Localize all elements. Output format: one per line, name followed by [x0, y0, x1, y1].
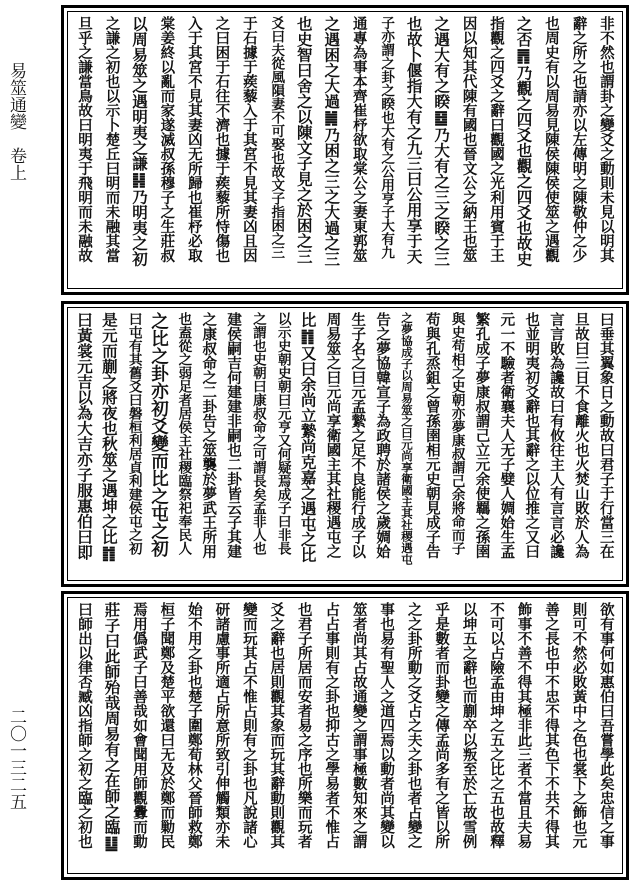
text-column: 之謂也史朝曰康叔命之可謂長矣孟非人也 [249, 312, 266, 555]
text-column: 以示史朝史朝曰元亨又何疑焉成子曰非長 [274, 312, 291, 555]
text-column: 繁孔成子夢康叔謂己立元余使羈之孫圉 [473, 312, 491, 559]
panel-columns [72, 312, 618, 576]
text-column: 變而玩其占不惟占則有之卦也凡說諸心 [240, 602, 258, 849]
text-column: 欲有事何如惠伯曰吾嘗學此矣忠信之事 [597, 602, 615, 849]
text-column: 旦故曰三日不食離火也火焚山敗於人為 [572, 312, 590, 559]
text-column: 研諸慮事所適占所意所致引伸觸類亦未 [213, 602, 231, 849]
page-number: 二〇一三二五 [6, 708, 26, 810]
text-column: 曰黃裳元吉以為大吉亦子服惠伯曰即 [75, 312, 94, 560]
text-panel-top [61, 5, 629, 295]
text-column: 指觀之四爻之辭曰觀國之光利用賓于王 [488, 16, 506, 263]
text-column: 事也易有聖人之道四焉以動者尚其變以 [378, 602, 396, 849]
text-column: 桓子聞鄭及楚平欲還曰无及於鄭而勦民 [158, 602, 176, 849]
text-column: 子亦謂之卦之睽也大有之公用亨子大有九 [378, 16, 395, 259]
text-column: 筮者尚其占故通變之謂事極數知來之謂 [350, 602, 368, 849]
text-column: 生子名之曰元孟縶之足不良能行成子以 [349, 312, 367, 559]
text-column: 非不然也謂卦之變爻之動則未見以明其 [597, 16, 615, 263]
text-column: 也故卜偃指大有之九三曰公用享于天 [404, 16, 424, 264]
book-title: 易筮通變 卷上 [6, 62, 26, 181]
text-column: 入于其宮不見其妻凶无所歸也崔杼必取 [185, 16, 203, 263]
text-column: 曰屯有其舊爻曰磐桓利居貞利建侯屯之初 [125, 312, 142, 555]
text-column: 以坤五之辭也而蒯卒以叛至於亡故雪例 [460, 602, 478, 849]
text-column: 之謙之初也以示卜楚丘曰明而未融其當 [103, 16, 121, 263]
text-column: 旦乎之謙當鳥故曰明夷于飛明而未融故 [76, 16, 93, 263]
text-column: 之遇大有之睽䷥乃大有之三之睽之三 [432, 16, 452, 267]
text-column: 比䷇又曰余尚立縶尚克嘉之遇屯之比 [298, 312, 318, 563]
text-column: 爻曰夫從風隕妻不可娶也故文子指困之三 [268, 16, 285, 259]
text-column: 善之長也中不忠不得其色下不共不得其 [542, 602, 560, 849]
text-column: 周易筮之曰元尚享衛國主其社稷遇屯之 [324, 312, 342, 559]
text-column: 也史智曰舍之以陳文子見之於困之三 [294, 16, 314, 264]
text-panel-bottom [61, 591, 629, 880]
text-column: 告之夢協韓宣子為政聘於諸侯之歲婤姶 [374, 312, 392, 559]
text-column: 之康叔命之二卦告之筮襲於夢武王所用 [200, 312, 218, 559]
text-column: 莊子曰此師殆哉周易有之在師之臨䷒ [102, 602, 122, 853]
text-column: 也並明夷初爻辭也其辭之以位推之又曰 [523, 312, 541, 559]
text-column: 爻之辭也居則觀其象而玩其辭動則觀其 [268, 602, 286, 849]
text-column: 元一不驗者衛襄夫人无子嬖人婤姶生孟 [498, 312, 516, 559]
text-column: 以周易筮之遇明夷之謙䷎乃明夷之初 [129, 16, 149, 267]
text-column: 之曰困于石往不濟也據于蒺藜所恃傷也 [213, 16, 231, 263]
text-column: 于石據于蒺藜入于其宮不見其妻凶且因 [240, 16, 258, 263]
text-column: 之夢協成子以周易筮之曰元尚享衛國主其社稷遇屯 [399, 312, 414, 565]
text-column: 之之卦所動之爻占之夫之卦也者占變之 [405, 602, 423, 849]
panel-columns [72, 16, 618, 284]
text-column: 建侯嗣吉何建建非嗣也二卦皆云子其建 [225, 312, 243, 559]
text-column: 乎是數者而卦變之傳孟尚多有之皆以所 [433, 602, 451, 849]
text-column: 則可不然必敗黃中之色也裳下之飾也元 [570, 602, 588, 849]
text-column: 通專為事本齊崔杼欲取棠公之妻東郭筮 [350, 16, 368, 263]
text-panel-middle [61, 301, 629, 587]
text-column: 也盍從之弱足者居侯主社稷臨祭祀奉民人 [175, 312, 192, 555]
text-column: 之比之卦亦初爻變而比之屯之初 [148, 312, 169, 557]
text-column: 始不用之卦也楚子圍鄭荀林父晉師救鄭 [185, 602, 203, 849]
text-column: 因以知其代陳有國也晉文公之納王也筮 [460, 16, 478, 263]
text-column: 曰垂其翼象日之動故曰君子于行當三在 [597, 312, 615, 559]
text-column: 也君子所居而安者易之序也所樂而玩者 [295, 602, 313, 849]
text-column: 不可以占險孟由坤之五之比之五也故釋 [488, 602, 506, 849]
text-column: 與史苟相之史朝亦夢康叔謂己余將命而子 [448, 312, 465, 555]
text-column: 飾事不善不得其極非此三者不當且夫易 [515, 602, 533, 849]
text-column: 占占事則有之卦也抑古之學易者不惟占 [323, 602, 341, 849]
text-column: 曰師出以律否臧凶指師之初之臨之初也 [76, 602, 93, 849]
text-column: 之遇困之大過䷛乃困之三之大過之三 [322, 16, 342, 267]
panel-columns [72, 602, 618, 869]
text-column: 是元而蒯之將夜也秋筮之遇坤之比䷇ [99, 312, 119, 563]
text-column: 焉用僞武子曰善哉如會聞用師觀釁而動 [130, 602, 148, 849]
text-column: 辭之所之也請亦以左傳明之陳敬仲之少 [570, 16, 588, 263]
text-column: 棠姜終以亂而家遂滅叔孫穆子之生莊叔 [158, 16, 176, 263]
text-column: 苟與孔烝鉏之曾孫圉相元史朝見成子告 [423, 312, 441, 559]
text-column: 也周史有以周易見陳侯陳侯使筮之遇觀 [542, 16, 560, 263]
text-column: 言言敗為讒故曰有攸往主人有言言必讒 [548, 312, 566, 559]
text-column: 之否䷋乃觀之四爻也觀之四爻也故史 [514, 16, 534, 267]
